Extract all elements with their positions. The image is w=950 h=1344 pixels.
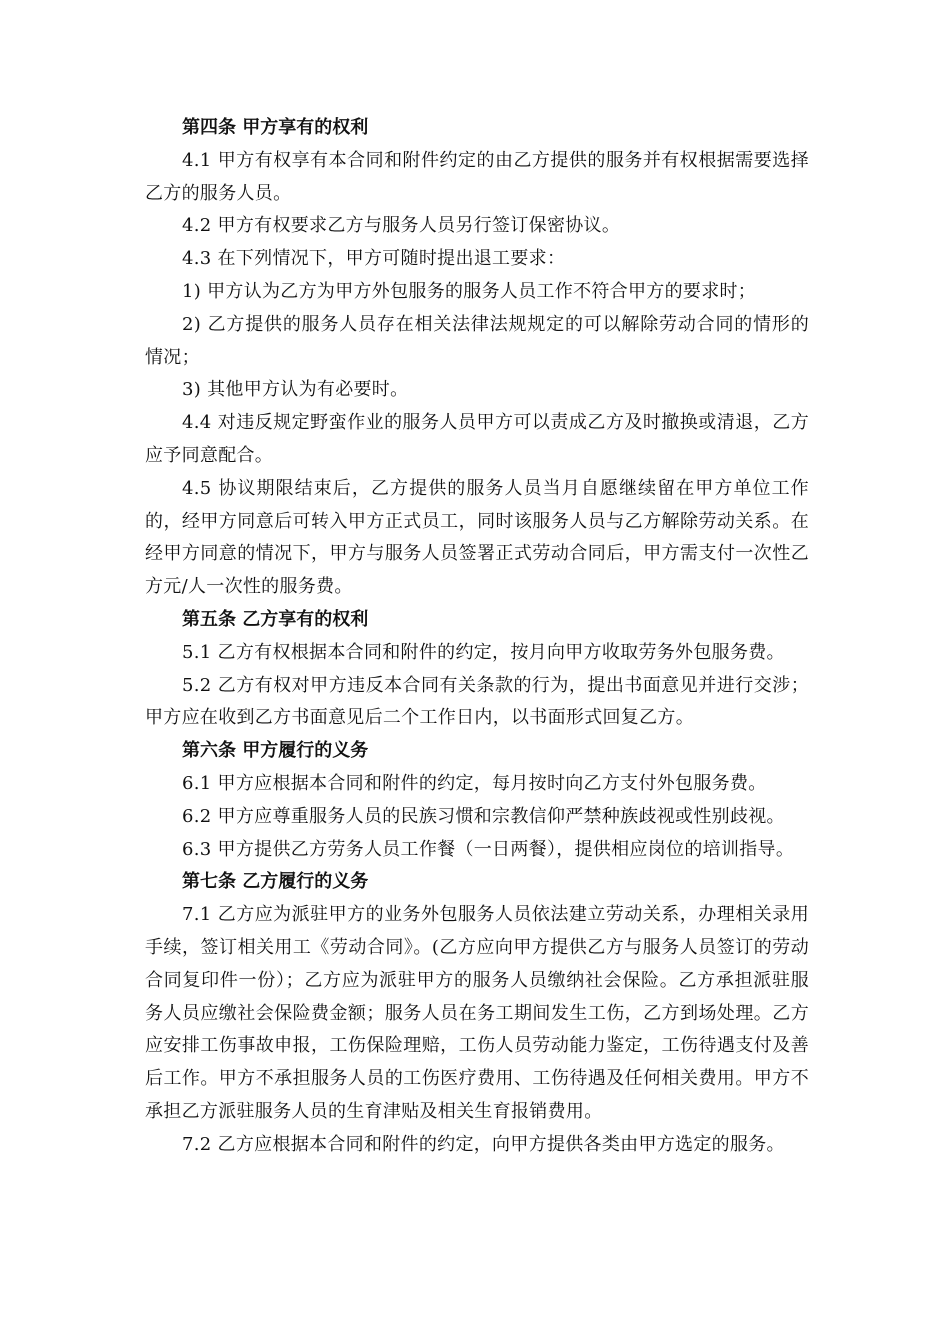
clause-4-3: 4.3 在下列情况下，甲方可随时提出退工要求： bbox=[182, 248, 566, 270]
clause-7-1: 7.1 乙方应为派驻甲方的业务外包服务人员依法建立劳动关系，办理相关录用手续，签订相关用工《劳动合同》。(乙方应向甲方提供乙方与服务人员签订的劳动合同复印件一份）；乙方应为派驻甲方的服务人员缴纳社会保险。乙方承担派驻服务人员应缴社会保险费金额；服务人员在务工期间发生工伤，乙方到场处理。乙方应安排工伤事故申报，工伤保险理赔，工伤人员劳动能力鉴定，工伤待遇支付及善后工作。甲方不承担服务人员的工伤医疗费用、工伤待遇及任何相关费用。甲方不承担乙方派驻服务人员的生育津贴及相关生育报销费用。 bbox=[145, 904, 809, 1122]
clause-4-3-item-2: 2) 乙方提供的服务人员存在相关法律法规规定的可以解除劳动合同的情形的情况； bbox=[145, 313, 809, 368]
document-body bbox=[145, 112, 809, 1162]
clause-4-1: 4.1 甲方有权享有本合同和附件约定的由乙方提供的服务并有权根据需要选择乙方的服务人员。 bbox=[145, 149, 809, 204]
clause-4-4: 4.4 对违反规定野蛮作业的服务人员甲方可以责成乙方及时撤换或清退，乙方应予同意配合。 bbox=[145, 412, 809, 466]
article-7-heading: 第七条 乙方履行的义务 bbox=[182, 871, 369, 893]
article-4-heading: 第四条 甲方享有的权利 bbox=[182, 117, 369, 138]
clause-5-1: 5.1 乙方有权根据本合同和附件的约定，按月向甲方收取劳务外包服务费。 bbox=[182, 641, 785, 663]
clause-4-3-item-3: 3) 其他甲方认为有必要时。 bbox=[182, 379, 409, 401]
clause-5-2: 5.2 乙方有权对甲方违反本合同有关条款的行为，提出书面意见并进行交涉；甲方应在收到乙方书面意见后二个工作日内，以书面形式回复乙方。 bbox=[145, 674, 809, 729]
clause-7-2: 7.2 乙方应根据本合同和附件的约定，向甲方提供各类由甲方选定的服务。 bbox=[182, 1133, 785, 1155]
clause-4-3-item-1: 1) 甲方认为乙方为甲方外包服务的服务人员工作不符合甲方的要求时； bbox=[182, 280, 757, 302]
clause-6-3: 6.3 甲方提供乙方劳务人员工作餐（一日两餐），提供相应岗位的培训指导。 bbox=[182, 838, 795, 860]
clause-6-1: 6.1 甲方应根据本合同和附件的约定，每月按时向乙方支付外包服务费。 bbox=[182, 772, 767, 794]
clause-4-5: 4.5 协议期限结束后，乙方提供的服务人员当月自愿继续留在甲方单位工作的，经甲方同意后可转入甲方正式员工，同时该服务人员与乙方解除劳动关系。在经甲方同意的情况下，甲方与服务人员签署正式劳动合同后，甲方需支付一次性乙方元/人一次性的服务费。 bbox=[145, 477, 809, 598]
article-6-heading: 第六条 甲方履行的义务 bbox=[182, 740, 369, 762]
article-5-heading: 第五条 乙方享有的权利 bbox=[182, 608, 369, 630]
clause-6-2: 6.2 甲方应尊重服务人员的民族习惯和宗教信仰严禁种族歧视或性别歧视。 bbox=[182, 805, 785, 827]
clause-4-2: 4.2 甲方有权要求乙方与服务人员另行签订保密协议。 bbox=[182, 215, 621, 237]
